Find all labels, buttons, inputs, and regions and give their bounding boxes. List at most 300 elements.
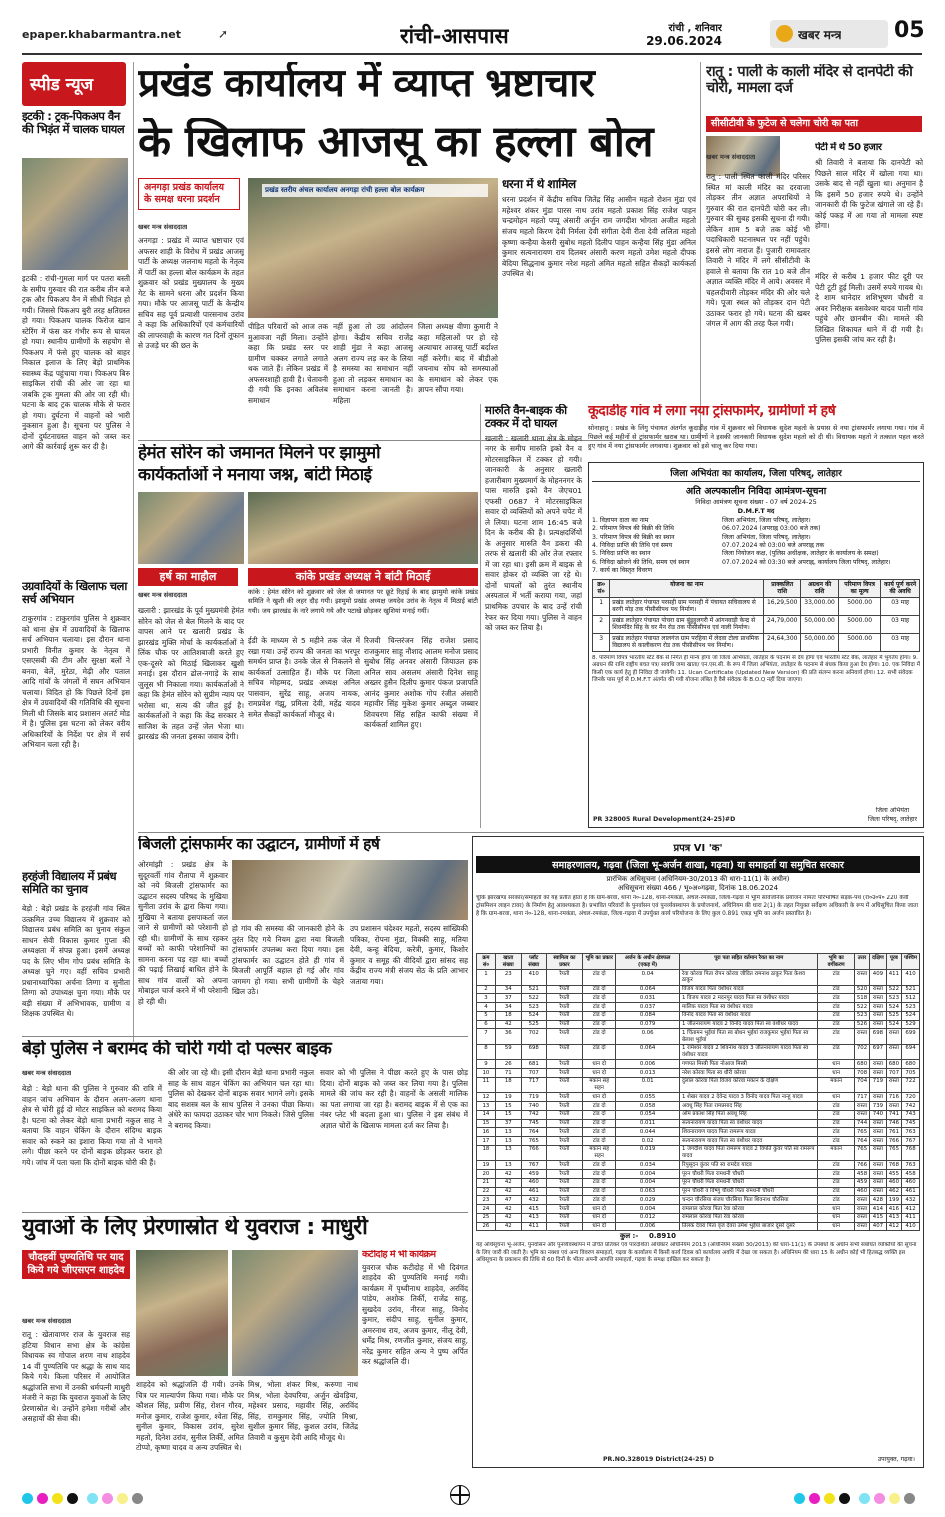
dharna-body: धरना प्रदर्शन में केंद्रीय सचिव जितेंद्र सिंह आसीन महतो रोशन मुंडा एवं महेश्वर शंकर मुंडा पारस नाथ उरांव महतो प्रकाश सिंह राजेश पाहन चन्द्रमोहन महतो पप्पू अंसारी अर्जुन राम जगदीश भोगता अजीत महतो संजय महतो किरण देवी निर्मला देवी संगीता देवी रीता देवी ललिता महतो कृष्णा कन्हैया केसरी सुबोध महतो दिलीप पाहन कन्हैया सिंह मुंडा अनिल कुमार सत्यनारायण राय दिलबर अंसारी करण महतो उमेश महतो दीपक बेदिया सिद्धनाथ कुमार नरेश महतो अमित महतो सहित सैकड़ों कार्यकर्ता उपस्थित थे। — [502, 195, 696, 279]
land-col-header: भूमि का प्रकार — [583, 954, 616, 970]
land-cell: 722 — [902, 1077, 920, 1093]
tender-cell: 24,79,000 — [764, 615, 801, 633]
land-cell: 698 — [870, 1029, 887, 1045]
land-col-header: पूरा पता सहित वर्तमान रैयत का नाम — [679, 954, 817, 970]
ratu-body-a: रातू : पाली स्थित काली मंदिर परिसर स्थित मां काली मंदिर का दरवाजा तोड़कर तीन अज्ञात अपराधियों ने गुरुवार की रात दानपेटी चोरी कर ली। गुरुवार की सुबह इसकी सूचना दी गयी। लेकिन शाम 5 बजे तक कोई भी पदाधिकारी घटनास्थल पर नहीं पहुंचे। इससे लोग नाराज हैं। पुजारी रामावतार तिवारी ने मंदिर में लगे सीसीटीवी के हवाले से बताया कि रात 10 बजे तीन अज्ञात व्यक्ति मंदिर में आये। अवसर में चहलदीवारी तोड़कर मंदिर की ओर चले गये। पूजा स्थल को तोड़कर दान पेटी उठाकर फरार हो गये। घटना की खबर जंगल में आग की तरह फैल गयी। — [706, 172, 810, 329]
land-cell: 0.004 — [616, 1205, 680, 1214]
land-cell: 23 — [495, 970, 521, 986]
land-cell: 739 — [870, 1102, 887, 1111]
row4-rule — [22, 1212, 468, 1213]
speed-news-headline-3: हरहंजी विद्यालय में प्रबंध समिति का चुनाव — [22, 870, 117, 896]
land-cell: 0.011 — [616, 1119, 680, 1128]
ratu-subhead: पेटी में थे 50 हजार — [815, 142, 882, 153]
main-headline-line2: के खिलाफ आजसू का हल्ला बोल — [138, 118, 654, 167]
land-total-value: 0.8910 — [648, 1232, 676, 1241]
land-cell: रास्ता — [870, 1187, 887, 1196]
land-cell: 768 — [886, 1161, 901, 1170]
land-cell: रास्ता — [854, 1213, 869, 1222]
land-cell: टांड दो — [583, 1170, 616, 1179]
land-cell: 0.044 — [616, 1128, 680, 1137]
land-cell: 720 — [902, 1093, 920, 1102]
land-col-header: खाता संख्या — [495, 954, 521, 970]
land-cell: 413 — [886, 1213, 901, 1222]
land-cell: 521 — [521, 985, 546, 994]
tender-info-key: 7. कार्य का विस्तृत विवरण — [592, 567, 653, 575]
speed-news-column — [22, 62, 130, 1240]
land-col-header: प्लॉट संख्या — [521, 954, 546, 970]
tender-info-value: जिला अभियंता, जिला परिषद्, लातेहार। — [722, 517, 811, 524]
header-rule — [22, 53, 922, 55]
land-cell: 1 विजय यादव 2 मदनपुर यादव पिता स्व वंशीधर यादव — [679, 994, 817, 1003]
madhuri-photo-1 — [136, 1250, 228, 1376]
hemant-label: हर्ष का माहौल — [138, 568, 238, 586]
transformer-headline: बिजली ट्रांसफार्मर का उद्घाटन, ग्रामीणों में हर्ष — [138, 836, 380, 853]
land-cell: टांड — [818, 1102, 854, 1111]
tender-sub: निविदा आमंत्रण सूचना संख्या - 07 वर्ष 2024-25 — [695, 498, 817, 506]
land-cell: रैयती — [546, 1205, 582, 1214]
tender-pr: PR 328005 Rural Development(24-25)#D — [593, 815, 736, 823]
land-cell: टांड दो — [583, 985, 616, 994]
land-cell: गणपत मिस्त्री पिता नोआज मिस्त्री — [679, 1060, 817, 1069]
land-cell: 26 — [495, 1060, 521, 1069]
land-cell: रैयती — [546, 985, 582, 994]
land-cell: 15 — [477, 1119, 496, 1128]
speed-news-text-1: इटकी : रांची-गुमला मार्ग पर पतरा बस्ती के समीप गुरुवार की रात करीब तीन बजे ट्रक और पिकअप वैन में सीधी भिड़ंत हो गयी। जिससे पिकअप बुरी तरह क्षतिग्रस्त हो गया। पिकअप चालक फिरोज खान स्टेरिंग में फंस कर गंभीर रूप से घायल हो गया। स्थानीय ग्रामीणों के सहयोग से पिकअप में फंसे हुए चालक को बाहर निकाल इलाज के लिए बेड़ो प्राथमिक स्वास्थ्य केंद्र पहुंचाया गया। पिकअप बिरु साइकिल रांची की ओर जा रहा था जबकि ट्रक गुमला की ओर जा रही थी। घटना के बाद ट्रक चालक मौके से फरार हो गया। दुर्घटना में वाहनों को भारी नुकसान हुआ है। सूचना पर पुलिस ने दोनों दुर्घटनाग्रस्त वाहन को जब्त कर आगे की कार्रवाई शुरू कर दी है। — [22, 274, 130, 452]
land-cell: धान दो — [583, 1093, 616, 1102]
speed-news-headline-1: इटकी : ट्रक-पिकअप वैन की भिड़ंत में चालक घायल — [22, 110, 125, 136]
land-cell: टांड दो — [583, 1110, 616, 1119]
land-col-header: पश्चिम — [902, 954, 920, 970]
row2-rule — [138, 832, 924, 833]
speed-news-text-3: बेड़ो : बेड़ो प्रखंड के हरहंजी गांव स्थित उत्क्रमित उच्च विद्यालय में शुक्रवार को विद्यालय प्रबंध समिति का चुनाव संकुल साधन सेवी विकास कुमार गुप्ता की अध्यक्षता में संपन्न हुआ। इसमें अध्यक्ष पद के लिए भीम गोप प्रबंध समिति के अध्यक्ष चुने गए। वहीं सचिव प्रभारी प्रधानाध्यापिका अर्चना तिग्गा व सुनीता तिग्गा को उपाध्यक्ष चुना गया। मौके पर बड़ी संख्या में अभिभावक, ग्रामीण व शिक्षक उपस्थित थे। — [22, 904, 130, 1019]
land-cell: 719 — [521, 1093, 546, 1102]
tender-office: जिला अभियंता का कार्यालय, जिला परिषद्, लातेहार — [592, 466, 920, 482]
land-notice-sub: प्रारंभिक अधिसूचना (अधिनियम-30/2013 की धारा-11(1) के अधीन) — [606, 875, 790, 883]
land-cell: रामलाल कोरवा पिता रेवा कोरवा — [679, 1205, 817, 1214]
land-cell: 413 — [521, 1213, 546, 1222]
land-cell: सत्यनारायण यादव पिता स्व वंशीधर यादव — [679, 1137, 817, 1146]
tender-notes: 8. परिमाण विपत्र भारतीय स्टेट बैंक से निर्गत ही मान्य होगा जो जिला अभियंता, लातेहार के पदनाम से देय होगा एवं भारतीय स्टेट बैंक, लातेहार में भुगतेय होगा। 9. अग्रधन की राशि राष्ट्रीय बचत पत्र/ सावधि जमा खाता/ एन.एस.सी. के रूप में जिला अभियंता, लातेहार के पदनाम से बंधक किया हुआ देय होगा। 10. एक निविदा में किसी एक कार्य हेतु ही निविदा दी जायेगी। 11. Ucan Certificate (Updated New Version) की प्रति संलग्न करना अनिवार्य होगा। 12. सभी संवेदक जिनके पास पूर्व से D.M.F.T अंतर्गत की गयी योजना लंबित है वैसे संवेदक के B.O.Q नहीं दिया जाएगा। — [592, 654, 920, 684]
land-cell: टांड — [818, 1044, 854, 1060]
land-cell: अवधू सिंह पिता रामप्रसाद सिंह — [679, 1102, 817, 1111]
land-cell: 0.004 — [616, 1178, 680, 1187]
land-cell: 415 — [870, 1213, 887, 1222]
land-cell: 7 — [477, 1029, 496, 1045]
land-cell: रास्ता — [870, 1069, 887, 1078]
land-cell: 717 — [521, 1077, 546, 1093]
land-cell: 740 — [870, 1110, 887, 1119]
kudadih-body: सोनाहातू : प्रखंड के लिंगु पंचायत अंतर्गत कूदाडीह गांव में शुक्रवार को विधायक सुदेश महतो के प्रयास से नया ट्रांसफार्मर लगाया गया। गांव में पिछले कई महीनों से ट्रांसफार्मर खराब था। ग्रामीणों ने इसकी जानकारी विधायक सुदेश महतो को दी थी। विधायक महतो ने तत्काल पहल करते हुए गांव में नया ट्रांसफार्मर लगवाया। शुक्रवार को इसे चालू कर दिया गया। — [588, 424, 924, 451]
land-cell: 22 — [477, 1187, 496, 1196]
land-cell: टांड दो — [583, 1137, 616, 1146]
land-cell: 24 — [477, 1205, 496, 1214]
speed-news-headline-2: उग्रवादियों के खिलाफ चला सर्च अभियान — [22, 580, 127, 606]
land-cell: 523 — [902, 1003, 920, 1012]
madhuri-photo-2 — [232, 1250, 358, 1376]
main-kicker: अनगड़ा प्रखंड कार्यालय के समक्ष धरना प्रदर्शन — [138, 178, 240, 210]
land-cell: 3 — [477, 994, 496, 1003]
land-row — [477, 985, 920, 994]
land-cell: 42 — [495, 1178, 521, 1187]
land-row — [477, 1093, 920, 1102]
land-cell: 525 — [521, 1020, 546, 1029]
land-cell: 0.01 — [616, 1077, 680, 1093]
land-cell: रास्ता — [870, 1119, 887, 1128]
land-cell: 411 — [886, 970, 901, 986]
katidih-title: कटीदोह में भी कार्यक्रम — [362, 1250, 436, 1260]
land-cell: टांड — [818, 1161, 854, 1170]
land-cell: तिलक देवरा पिता वृज देवरा उमेश भुईयां बाजार दूसरे दूसरे — [679, 1222, 817, 1231]
land-cell: 0.004 — [616, 1170, 680, 1179]
land-row — [477, 1029, 920, 1045]
land-cell: टांड दो — [583, 1102, 616, 1111]
land-cell: 699 — [902, 1029, 920, 1045]
land-cell: 704 — [854, 1077, 869, 1093]
land-cell: 37 — [495, 994, 521, 1003]
land-cell: मकान — [818, 1077, 854, 1093]
land-cell: 742 — [902, 1102, 920, 1111]
land-cell: 19 — [477, 1161, 496, 1170]
land-cell: 12 — [477, 1093, 496, 1102]
transformer-photo — [232, 860, 468, 920]
land-cell: 1 चिंतामन भुईयां पिता स्व बोधन भुईयां राजकुमार भुईयां पिता स्व बेलाश भुईयां — [679, 1029, 817, 1045]
land-cell: 13 — [477, 1102, 496, 1111]
land-cell: टांड दो — [583, 1178, 616, 1187]
land-cell: 529 — [902, 1020, 920, 1029]
land-cell: 524 — [521, 1011, 546, 1020]
land-cell: 0.034 — [616, 1161, 680, 1170]
land-cell: रास्ता — [870, 1145, 887, 1161]
land-cell: 458 — [902, 1170, 920, 1179]
cursor-icon: ➚ — [218, 27, 229, 41]
tender-col-header: योजना का नाम — [610, 579, 764, 597]
land-cell: 765 — [886, 1145, 901, 1161]
land-cell: 455 — [886, 1170, 901, 1179]
land-row — [477, 1119, 920, 1128]
land-cell: 460 — [886, 1178, 901, 1187]
land-notice-pr: PR.NO.328019 District(24-25) D — [603, 1455, 714, 1463]
land-cell: धान — [818, 1205, 854, 1214]
land-cell: 412 — [886, 1222, 901, 1231]
land-cell: रैयती — [546, 1029, 582, 1045]
land-total-row — [476, 1231, 920, 1242]
land-cell: 0.02 — [616, 1137, 680, 1146]
land-cell: मकान सह सहन — [583, 1145, 616, 1161]
land-cell: टांड — [818, 1170, 854, 1179]
land-cell: टांड दो — [583, 1029, 616, 1045]
land-cell: 17 — [477, 1137, 496, 1146]
land-cell: टांड — [818, 985, 854, 994]
land-cell: 20 — [477, 1170, 496, 1179]
land-cell: 761 — [886, 1128, 901, 1137]
madhuri-body-b: शाहदेव को श्रद्धांजलि दी गयी। उनके चित्र पर माल्यार्पण किया गया। मौके पर कौशल सिंह, प्रवीण सिंह, रोशन गौरव, मनोज कुमार, राजेश कुमार, श्वेता सिंह, सुनील कुमार, विकास उरांव, सुरेश महतो, दिनेश उरांव, सुनील तिर्की, अमित टोप्पो, कृष्णा यादव व अन्य उपस्थित थे। — [136, 1380, 244, 1453]
hemant-body: खलारी : झारखंड के पूर्व मुख्यमंत्री हेमंत सोरेन को जेल से बेल मिलने के बाद पर वापस आने पर खलारी प्रखंड के झारखंड मुक्ति मोर्चा के कार्यकर्ताओं ने लिंक चौक पर आतिशबाजी करते हुए एक-दूसरे को मिठाई खिलाकर खुशी मनाई। इस दौरान ढोल-नगाड़े के साथ जुलूस भी निकाला गया। कार्यकर्ताओं ने कहा कि हेमंत सोरेन को सुप्रीम न्याय पर भरोसा था, सत्य की जीत हुई है। कार्यकर्ताओं ने कहा कि केंद्र सरकार ने साजिश के तहत उन्हें जेल भेजा था। झारखंड की जनता इसका जवाब देगी। — [138, 606, 244, 742]
tender-info-key: 5. निविदा प्राप्ति का स्थान — [592, 550, 651, 558]
color-dots-right — [794, 1489, 919, 1508]
land-cell: 10 — [477, 1069, 496, 1078]
land-cell: टांड दो — [583, 1044, 616, 1060]
land-cell: 764 — [521, 1128, 546, 1137]
dharna-box — [502, 178, 696, 400]
land-cell: रैयती — [546, 1069, 582, 1078]
land-notice-sign: उपायुक्त, गढ़वा। — [877, 1455, 915, 1463]
land-cell: 518 — [854, 994, 869, 1003]
land-col-header: दक्षिण — [870, 954, 887, 970]
color-dots-left — [22, 1489, 147, 1508]
hemant-headline-1: हेमंत सोरेन को जमानत मिलने पर झामुमो — [138, 444, 381, 463]
land-cell: 0.055 — [616, 1093, 680, 1102]
land-cell: 707 — [886, 1069, 901, 1078]
main-headline-line1: प्रखंड कार्यालय में व्याप्त भ्रष्टाचार — [138, 62, 595, 106]
land-cell: 0.054 — [616, 1110, 680, 1119]
tender-cell: 24,64,300 — [764, 633, 801, 651]
land-cell: 0.012 — [616, 1213, 680, 1222]
land-cell: रास्ता — [870, 1137, 887, 1146]
land-cell: रैयती — [546, 1128, 582, 1137]
tender-info-row — [592, 567, 920, 575]
land-cell: 42 — [495, 1222, 521, 1231]
land-cell: 407 — [870, 1222, 887, 1231]
land-notice-office: समाहरणालय, गढ़वा (जिला भू-अर्जन शाखा, गढ़वा) या समाहर्ता या समुचित सरकार — [476, 856, 920, 873]
land-row — [477, 1102, 920, 1111]
land-cell: टांड — [818, 1029, 854, 1045]
land-notice-sub2: अधिसूचना संख्या 466 / भू०अ०गढ़वा, दिनांक 18.06.2024 — [617, 884, 779, 892]
tender-col-header: क्र० सं० — [593, 579, 610, 597]
land-cell: रैयती — [546, 1102, 582, 1111]
land-cell: रैयती — [546, 1178, 582, 1187]
land-cell: 414 — [870, 1205, 887, 1214]
transformer-body: ओरमांझी : प्रखंड क्षेत्र के सुदूरवर्ती गांव रौतापा में शुक्रवार को नये बिजली ट्रांसफार्मर का उद्घाटन सदस्य परिषद के मुखिया सुनीता उरांव के द्वारा किया गया। मुखिया ने बताया इसपाकर्ता जल जाने से ग्रामीणों को परेशानी हो रही थी। ग्रामीणों के साथ रहकर बच्चों को काफी परेशानियों का सामना करना पड़ रहा था। बच्चों की पढ़ाई लिखाई बाधित होने के साथ गांव वालों को अपना मोबाइल चार्ज करने में भी परेशानी हो रही थी। — [138, 860, 228, 1006]
land-cell: 512 — [902, 994, 920, 1003]
land-row — [477, 1044, 920, 1060]
land-cell: 13 — [495, 1128, 521, 1137]
tender-info-row — [592, 550, 920, 558]
land-cell: रैयती — [546, 970, 582, 986]
land-cell: 717 — [854, 1093, 869, 1102]
land-cell: 19 — [495, 1093, 521, 1102]
bero-byline: खबर मन्त्र संवाददाता — [22, 1069, 72, 1077]
land-cell: 23 — [477, 1196, 496, 1205]
land-cell: चन्दन चौरसिया संजय चौरसिया पिता शिवनाथ चौरसिया — [679, 1196, 817, 1205]
land-cell: 1 जीतनारायण यादव 2 विनोद यादव पिता स्व वंशीधर यादव — [679, 1020, 817, 1029]
land-cell: रास्ता — [854, 970, 869, 986]
land-cell: रैयती — [546, 994, 582, 1003]
tender-info-row — [592, 534, 920, 542]
land-cell: 5 — [477, 1011, 496, 1020]
land-col-header: अर्जन के अधीन क्षेत्रफल (एकड़ में) — [616, 954, 680, 970]
land-cell: 680 — [902, 1060, 920, 1069]
land-cell: 741 — [886, 1110, 901, 1119]
land-cell: 411 — [902, 1213, 920, 1222]
page-header — [0, 0, 945, 58]
land-cell: रास्ता — [886, 1029, 901, 1045]
land-cell: 37 — [495, 1119, 521, 1128]
land-cell: टांड — [818, 970, 854, 986]
tender-cell: 5000.00 — [838, 633, 880, 651]
land-cell: 705 — [902, 1069, 920, 1078]
transformer-body-c: उप प्रशासन चंदेश्वर महतो, सदस्य सांख्यिकी पत्रिका, रोपना मुंडा, विक्की साहू, मतिया देवी, कन्हू बेदिया, करेत्री, कुमार, किशोर कुमार व समूह की वीदियों द्वारा सांसद सह केंद्रीय राज्य मंत्री संजय सेठ के प्रति आभार जताया गया। — [350, 924, 468, 986]
tender-cell: 5000.00 — [838, 615, 880, 633]
tender-info-key: 3. परिमाण विपत्र की बिक्री का स्थान — [592, 533, 675, 541]
land-cell: विजय यादव पिता वंशीधर यादव — [679, 985, 817, 994]
tender-cell: 03 माह — [881, 597, 920, 615]
maruti-box — [480, 404, 582, 828]
tender-info-row — [592, 525, 920, 533]
site-url[interactable]: epaper.khabarmantra.net — [22, 28, 181, 41]
land-cell: 0.06 — [616, 1029, 680, 1045]
land-row — [477, 1205, 920, 1214]
tender-cell: 03 माह — [881, 615, 920, 633]
land-cell: टांड दो — [583, 1161, 616, 1170]
land-cell: 523 — [886, 994, 901, 1003]
header-date-block — [632, 20, 722, 48]
main-photo-banner: प्रखंड स्तरीय अंचल कार्यालय अनगड़ा रांची हल्ला बोल कार्यक्रम — [262, 184, 488, 197]
land-cell: 526 — [854, 1020, 869, 1029]
land-col-header: पूरब — [886, 954, 901, 970]
land-cell: 0.013 — [616, 1069, 680, 1078]
land-cell: 432 — [902, 1196, 920, 1205]
land-cell: रास्ता — [870, 1161, 887, 1170]
tender-info-value: जिला अभियंता, जिला परिषद्, लातेहार। — [722, 533, 811, 541]
land-cell: टांड दो — [583, 1011, 616, 1020]
ratu-column-rule — [700, 62, 701, 442]
land-cell: 765 — [854, 1145, 869, 1161]
land-total-label: कुल :- — [620, 1232, 639, 1241]
land-cell: रैयती — [546, 1145, 582, 1161]
land-cell: टांड — [818, 1119, 854, 1128]
tender-sub2: D.M.F.T मद — [737, 507, 775, 515]
bero-body: बेड़ो : बेड़ो थाना की पुलिस ने गुरुवार की रात्रि में वाहन जांच अभियान के दौरान अलग-अलग थाना क्षेत्र से चोरी हुई दो मोटर साइकिल को बरामद किया है। घटना को लेकर बेड़ो थाना प्रभारी नकुल साह ने बताया कि वाहन चेकिंग के दौरान संदिग्ध बाइक सवार को रुकने का इशारा किया गया तो वे भागने लगे। पीछा करने पर दोनों बाइक छोड़कर फरार हो गये। जांच में पता चला कि दोनों बाइक चोरी की हैं। — [22, 1084, 162, 1167]
tender-col-header: परिमाण विपत्र का मूल्य — [838, 579, 880, 597]
land-cell: धान — [818, 1060, 854, 1069]
land-cell: टांड — [818, 994, 854, 1003]
brand-logo-icon — [776, 25, 793, 42]
land-cell: टांड दो — [583, 970, 616, 986]
land-cell: 521 — [902, 985, 920, 994]
land-cell: सत्यनारायण यादव पिता स्व वंशीधर यादव — [679, 1119, 817, 1128]
tender-col-header: प्राक्कलित राशि — [764, 579, 801, 597]
tender-title: अति अल्पकालीन निविदा आमंत्रण-सूचना — [685, 486, 827, 497]
land-cell: रास्ता — [886, 1102, 901, 1111]
land-cell: 460 — [902, 1178, 920, 1187]
land-row — [477, 1178, 920, 1187]
land-cell: 410 — [521, 970, 546, 986]
tender-cell: 50,000.00 — [801, 633, 839, 651]
tender-row — [593, 597, 920, 615]
land-cell: दुलाल कोरवा पिता विजय कोरवा मकान के दक्षिण — [679, 1077, 817, 1093]
land-cell: 461 — [902, 1187, 920, 1196]
land-cell: रैयती — [546, 1044, 582, 1060]
land-cell: रिपुसूदन कुंवर पति स्व रामदेव यादव — [679, 1161, 817, 1170]
land-cell: रास्ता — [854, 1222, 869, 1231]
land-cell: टांड — [818, 1187, 854, 1196]
main-photo — [248, 178, 498, 318]
land-cell: 0.031 — [616, 994, 680, 1003]
land-cell: धान दो — [583, 1213, 616, 1222]
land-cell: रेवा कोरवा पिता रोपन कोरवा जीवित रामनाथ ठाकुर पिता केशव ठाकुर — [679, 970, 817, 986]
main-body-d: जिला अध्यक्ष वीणा कुमारी ने कहा महिलाओं पर हो रहे अत्याचार आजसू पार्टी बर्दाश्त नहीं करेगी। बाद में बीडीओ जयनाथ सोय को समस्याओं के समाधान को लेकर एक ज्ञापन सौंपा गया। — [418, 322, 498, 395]
land-cell: 767 — [521, 1161, 546, 1170]
land-cell: 11 — [477, 1077, 496, 1093]
land-cell: 458 — [854, 1170, 869, 1179]
land-cell: 13 — [495, 1161, 521, 1170]
land-row — [477, 1003, 920, 1012]
land-cell: 766 — [886, 1137, 901, 1146]
madhuri-body-c: मिश्र, भोला शंकर मिश्र, करुणा नाथ मिश्र, भोला देवघरिया, अर्जुन खेवड़िया, महेश्वर प्रसाद, महावीर सिंह, अरविंद सिंह, रामकुमार सिंह, ज्योति मिश्रा, सुशील कुमार सिंह, कुशल उरांव, जितेंद्र तिवारी व कुसुम देवी आदि मौजूद थे। — [248, 1380, 358, 1442]
land-cell: 702 — [521, 1029, 546, 1045]
land-cell: ओम प्रकाश सिंह पिता अवधू सिंह — [679, 1110, 817, 1119]
land-row — [477, 1170, 920, 1179]
land-cell: 765 — [854, 1128, 869, 1137]
tender-notice — [588, 462, 924, 828]
land-notice — [472, 836, 924, 1468]
land-cell: 525 — [886, 1011, 901, 1020]
land-cell: रास्ता — [870, 1011, 887, 1020]
land-cell: 415 — [521, 1205, 546, 1214]
land-cell: रैयती — [546, 1119, 582, 1128]
land-cell: रैयती — [546, 1003, 582, 1012]
land-col-header: क्रम सं० — [477, 954, 496, 970]
land-cell: 524 — [886, 1020, 901, 1029]
land-cell: 763 — [902, 1128, 920, 1137]
land-cell: 1 जगदीश यादव पिता रामरूप यादव 2 विपति कुंवर पति स्व रामरूप यादव — [679, 1145, 817, 1161]
hemant-photo-2 — [248, 492, 478, 564]
hemant-body-c: रिजवी चिन्तरंजन सिंह राजेश प्रसाद राजकुमार साहू नौशाद आलम मनोज प्रसाद सुबोध सिंह अनवर अंसारी जियाउल हक अनिल साव असलम अंसारी दिनेश साहू अख्तर हुसैन दिलीप कुमार पंकज प्रजापति आनंद कुमार अशोक गोप रंजीत अंसारी महावीर सिंह मुकेश कुमार अब्दुल जब्बार शिवचरण सिंह सहित काफी संख्या में कार्यकर्ता शामिल हुए। — [364, 636, 478, 730]
land-cell: 766 — [521, 1145, 546, 1161]
dharna-title: धरना में थे शामिल — [502, 178, 576, 191]
land-cell: रास्ता — [870, 1020, 887, 1029]
land-cell: 34 — [495, 985, 521, 994]
land-cell: 15 — [495, 1110, 521, 1119]
land-cell: 34 — [495, 1003, 521, 1012]
land-cell: 681 — [521, 1060, 546, 1069]
land-cell: टांड दो — [583, 1119, 616, 1128]
land-cell: टांड दो — [583, 1020, 616, 1029]
land-cell: 18 — [495, 1011, 521, 1020]
ratu-body-c: मंदिर से करीब 1 हजार फीट दूरी पर पेटी टूटी हुई मिली। उसमें रुपये गायब थे। दे शाम थानेदार शशिभूषण चौधरी व अवर निरीक्षक बसवेश्वर यादव पाली गांव पहुंचे और छानबीन की। मामले की लिखित शिकायत थाने में दी गयी है। पुलिस इसकी जांच कर रही है। — [815, 272, 923, 345]
land-cell: टांड — [818, 1020, 854, 1029]
land-cell: 0.064 — [616, 1044, 680, 1060]
land-cell: 42 — [495, 1020, 521, 1029]
tender-cell: 5000.00 — [838, 597, 880, 615]
land-cell: 765 — [521, 1137, 546, 1146]
land-cell: रैयती — [546, 1020, 582, 1029]
land-cell: 459 — [854, 1178, 869, 1187]
land-cell: 524 — [886, 1003, 901, 1012]
land-cell: मालिक यादव पिता स्व वंशीधर यादव — [679, 1003, 817, 1012]
land-cell: 0.058 — [616, 1102, 680, 1111]
tender-row — [593, 615, 920, 633]
land-cell: धान दो — [583, 1205, 616, 1214]
land-cell: 522 — [886, 985, 901, 994]
land-cell: 42 — [495, 1213, 521, 1222]
issue-date: 29.06.2024 — [646, 34, 722, 48]
land-row — [477, 1077, 920, 1093]
tender-col-header: कार्य पूर्ण करने की अवधि — [881, 579, 920, 597]
land-cell: टांड दो — [583, 1187, 616, 1196]
land-cell: 409 — [870, 970, 887, 986]
land-cell: 0.029 — [616, 1196, 680, 1205]
main-body-a: अनगड़ा : प्रखंड में व्याप्त भ्रष्टाचार एवं अफसर शाही के विरोध में प्रखंड आजसू पार्टी के अध्यक्ष जलनाथ महतो के नेतृत्व में पार्टी का हल्ला बोल कार्यक्रम के तहत शुक्रवार को प्रखंड मुख्यालय के मुख्य गेट के सामने धरना और प्रदर्शन किया गया। मौके पर आजसू पार्टी के केन्द्रीय सचिव सह पूर्व प्रत्याशी पारसनाथ उरांव ने कहा कि अधिकारियों एवं कर्मचारियों की लापरवाही के कारण गत दिनों तूफान से उजड़े घर की छत के — [138, 236, 244, 351]
land-cell: रैयती — [546, 1060, 582, 1069]
land-cell: 766 — [854, 1161, 869, 1170]
land-cell: 520 — [854, 985, 869, 994]
land-cell: रास्ता — [870, 1093, 887, 1102]
land-row — [477, 1187, 920, 1196]
ratu-byline: खबर मन्त्र संवाददाता — [706, 153, 756, 161]
land-cell: रैयती — [546, 1213, 582, 1222]
land-row — [477, 1020, 920, 1029]
